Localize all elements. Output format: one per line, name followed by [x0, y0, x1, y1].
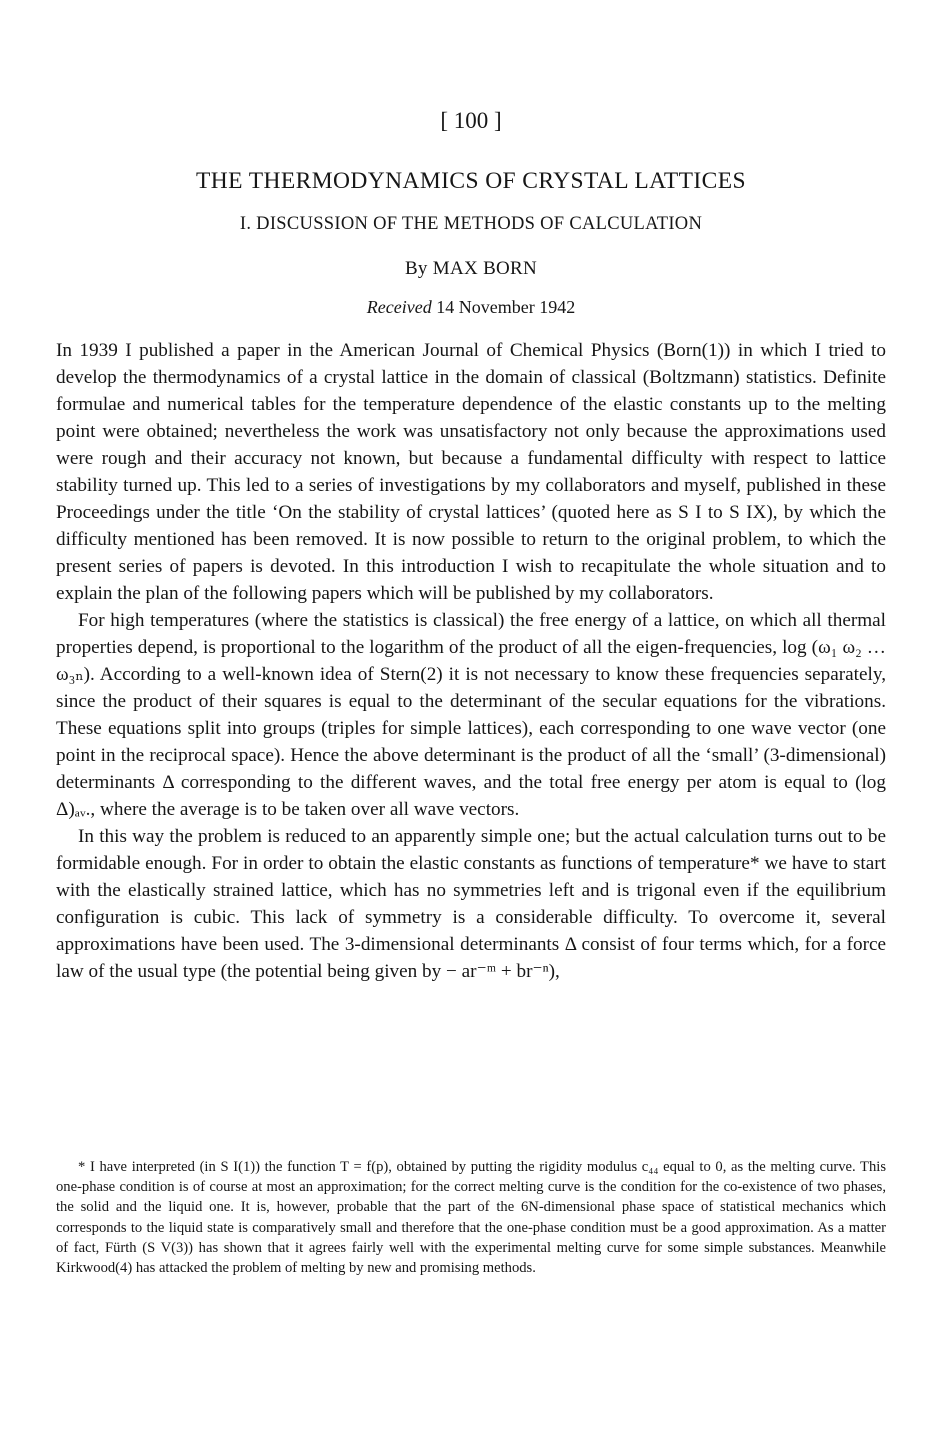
article-title: THE THERMODYNAMICS OF CRYSTAL LATTICES — [196, 168, 746, 194]
body-paragraph: For high temperatures (where the statistics is classical) the free energy of a lattice, on which all thermal properties depend, is proportional to the logarithm of the product of all the eigen-frequencies, log (ω₁ ω₂ … ω₃ₙ). According to a well-known idea of Stern(2) it is not necessary to know these frequencies separately, since the product of their squares is equal to the determinant of the secular equations for the vibrations. These equations split into groups (triples for simple lattices), each corresponding to one wave vector (one point in the reciprocal space). Hence the above determinant is the product of all the ‘small’ (3-dimensional) determinants Δ corresponding to the different waves, and the total free energy per atom is equal to (log Δ)ₐᵥ., where the average is to be taken over all wave vectors. — [56, 610, 886, 820]
byline-prefix: By — [404, 258, 428, 279]
received-label: Received — [366, 297, 432, 317]
page-number: [ 100 ] — [440, 108, 502, 133]
author-name: MAX BORN — [432, 258, 538, 279]
body-paragraph: In 1939 I published a paper in the American Journal of Chemical Physics (Born(1)) in which I tried to develop the thermodynamics of a crystal lattice in the domain of classical (Boltzmann) statistics. Definite formulae and numerical tables for the temperature dependence of the elastic constants up to the melting point were obtained; nevertheless the work was unsatisfactory not only because the approximations used were rough and their accuracy not known, but because a fundamental difficulty with respect to lattice stability turned up. This led to a series of investigations by my collaborators and myself, published in these Proceedings under the title ‘On the stability of crystal lattices’ (quoted here as S I to S IX), by which the difficulty mentioned has been removed. It is now possible to return to the original problem, to which the present series of papers is devoted. In this introduction I wish to recapitulate the whole situation and to explain the plan of the following papers which will be published by my collaborators. — [56, 340, 886, 604]
article-subtitle: I. DISCUSSION OF THE METHODS OF CALCULATION — [239, 214, 703, 234]
article-body — [56, 337, 886, 985]
received-line — [56, 297, 886, 318]
received-date: 14 November 1942 — [436, 297, 576, 317]
footnote: * I have interpreted (in S I(1)) the function T = f(p), obtained by putting the rigidity modulus c₄₄ equal to 0, as the melting curve. This one-phase condition is of course at most an approximation; for the correct melting curve is the condition for the co-existence of two phases, the solid and the liquid one. It is, however, probable that the part of the 6N-dimensional phase space of statistical mechanics which corresponds to the liquid state is comparatively small and therefore that the one-phase condition must be a good approximation. As a matter of fact, Fürth (S V(3)) has shown that it agrees fairly well with the experimental melting curve for some simple substances. Meanwhile Kirkwood(4) has attacked the problem of melting by new and promising methods. — [56, 1159, 886, 1277]
byline — [56, 258, 886, 280]
body-paragraph: In this way the problem is reduced to an apparently simple one; but the actual calculation turns out to be formidable enough. For in order to obtain the elastic constants as functions of temperature* we have to start with the elastically strained lattice, which has no symmetries left and is trigonal even if the equilibrium configuration is cubic. This lack of symmetry is a considerable difficulty. To overcome it, several approximations have been used. The 3-dimensional determinants Δ consist of four terms which, for a force law of the usual type (the potential being given by − ar⁻ᵐ + br⁻ⁿ), — [56, 826, 886, 982]
